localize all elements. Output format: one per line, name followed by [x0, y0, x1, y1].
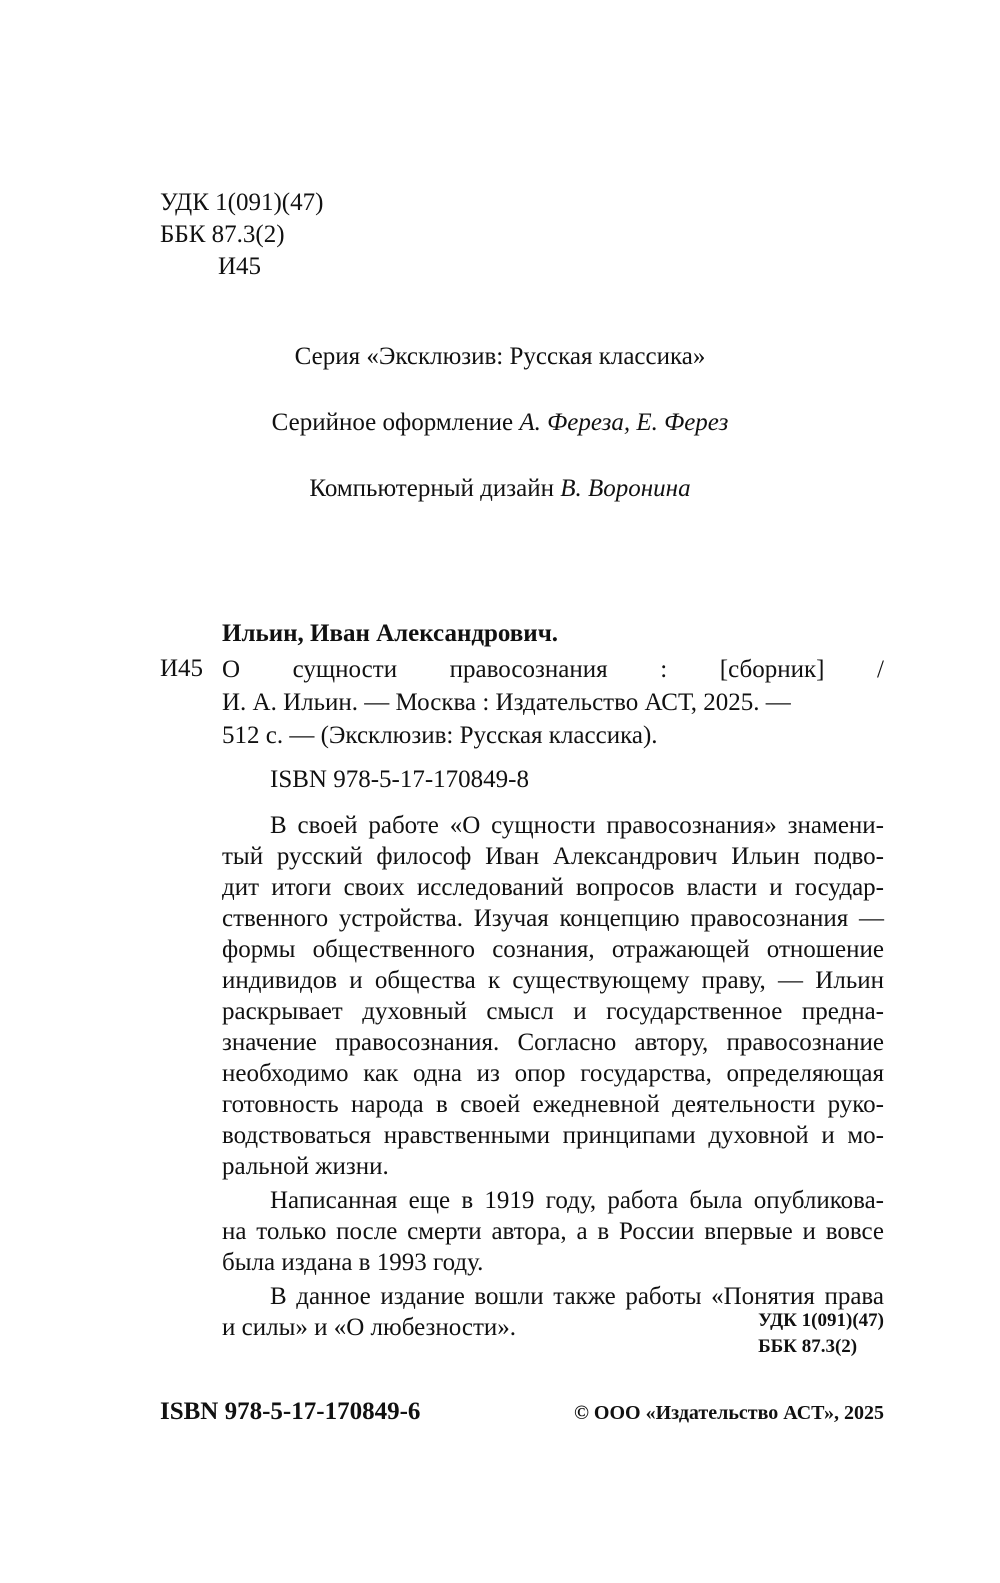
- abstract-line: на только после смерти автора, а в России впервые и вовсе: [222, 1218, 884, 1245]
- abstract-paragraph: [222, 810, 884, 1182]
- computer-design-names: В. Воронина: [560, 475, 691, 502]
- series-design-line: [0, 409, 1000, 437]
- abstract-line: водствоваться нравственными принципами духовной и мо-: [222, 1122, 884, 1149]
- computer-design-label: Компьютерный дизайн: [309, 475, 561, 502]
- udk-code: УДК 1(091)(47): [160, 189, 324, 216]
- bib-line: О сущности правосознания : [сборник] /: [222, 656, 884, 683]
- bib-line: 512 с. — (Эксклюзив: Русская классика).: [222, 722, 658, 749]
- bib-line: И. А. Ильин. — Москва : Издательство АСТ, 2025. —: [222, 689, 791, 716]
- bbk-code: ББК 87.3(2): [160, 221, 285, 248]
- abstract-line: значение правосознания. Согласно автору, правосознание: [222, 1029, 884, 1056]
- classification-codes-bottom: [758, 1308, 884, 1360]
- abstract-line: В данное издание вошли также работы «Понятия права: [270, 1283, 884, 1310]
- classification-codes: [160, 187, 323, 283]
- isbn-line: ISBN 978-5-17-170849-8: [270, 766, 530, 793]
- abstract-line: раскрывает духовный смысл и государственное предна-: [222, 998, 884, 1025]
- footer-isbn: ISBN 978-5-17-170849-6: [160, 1398, 421, 1425]
- abstract-line: готовность народа в своей ежедневной деятельности руко-: [222, 1091, 884, 1118]
- abstract: [222, 810, 884, 1346]
- author-heading: Ильин, Иван Александрович.: [222, 620, 559, 647]
- abstract-line: была издана в 1993 году.: [222, 1249, 484, 1276]
- abstract-line: ральной жизни.: [222, 1153, 389, 1180]
- abstract-line: индивидов и общества к существующему праву, — Ильин: [222, 967, 884, 994]
- author-sign: И45: [218, 253, 262, 280]
- abstract-line: дит итоги своих исследований вопросов власти и государ-: [222, 874, 884, 901]
- author-sign-left: И45: [160, 655, 204, 682]
- footer-copyright: © ООО «Издательство АСТ», 2025: [573, 1402, 884, 1424]
- abstract-line: и силы» и «О любезности».: [222, 1314, 517, 1341]
- abstract-line: необходимо как одна из опор государства, определяющая: [222, 1060, 884, 1087]
- bbk-code-bottom: ББК 87.3(2): [758, 1336, 858, 1357]
- series-design-names: А. Фереза, Е. Ферез: [519, 409, 729, 436]
- abstract-line: В своей работе «О сущности правосознания» знамени-: [270, 812, 884, 839]
- bibliographic-description: [222, 653, 884, 752]
- abstract-line: ственного устройства. Изучая концепцию правосознания —: [222, 905, 884, 932]
- udk-code-bottom: УДК 1(091)(47): [758, 1310, 884, 1331]
- abstract-line: тый русский философ Иван Александрович Ильин подво-: [222, 843, 884, 870]
- abstract-line: Написанная еще в 1919 году, работа была опубликова-: [270, 1187, 884, 1214]
- computer-design-line: [0, 475, 1000, 503]
- abstract-line: формы общественного сознания, отражающей отношение: [222, 936, 884, 963]
- series-line: Серия «Эксклюзив: Русская классика»: [294, 343, 706, 370]
- series-design-label: Серийное оформление: [271, 409, 520, 436]
- abstract-paragraph: [222, 1185, 884, 1278]
